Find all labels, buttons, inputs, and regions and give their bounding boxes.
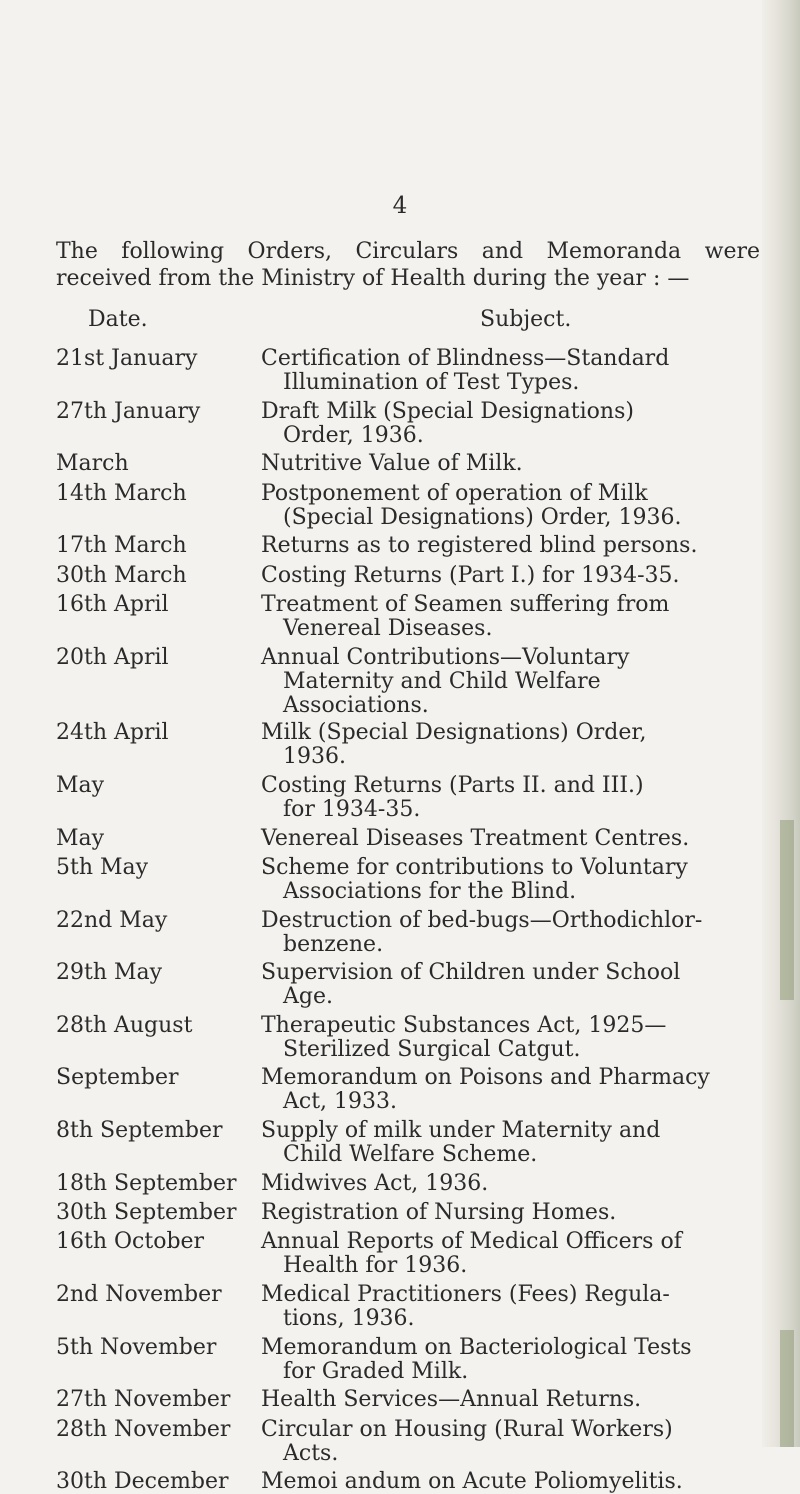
order-subject xyxy=(261,593,760,641)
order-date: 28th November xyxy=(56,1416,231,1442)
order-subject xyxy=(261,1470,760,1494)
order-date: 14th March xyxy=(56,480,187,506)
order-date: 20th April xyxy=(56,644,169,670)
subject-line: Returns as to registered blind persons. xyxy=(261,533,698,559)
subject-line: Venereal Diseases. xyxy=(283,616,493,641)
order-subject xyxy=(261,1230,760,1278)
subject-line: Order, 1936. xyxy=(283,422,424,448)
order-subject xyxy=(261,774,760,822)
order-subject xyxy=(261,1418,760,1466)
subject-line: Age. xyxy=(283,984,333,1010)
subject-line: 1936. xyxy=(283,744,346,770)
order-date: 2nd November xyxy=(56,1282,222,1307)
subject-line: Destruction of bed-bugs—Orthodichlor- xyxy=(261,907,703,933)
subject-line: Associations for the Blind. xyxy=(283,879,577,904)
subject-line: Health Services—Annual Returns. xyxy=(261,1387,642,1413)
order-subject xyxy=(261,1336,760,1384)
order-date: 16th October xyxy=(56,1229,205,1255)
order-date: May xyxy=(56,773,105,798)
order-date: 5th May xyxy=(56,855,149,880)
order-date: September xyxy=(56,1065,179,1091)
order-subject xyxy=(261,347,760,395)
order-subject xyxy=(261,909,760,957)
subject-line: Annual Contributions—Voluntary xyxy=(261,644,630,670)
order-date: March xyxy=(56,451,129,477)
subject-line: Maternity and Child Welfare xyxy=(283,668,601,694)
subject-line: Supply of milk under Maternity and xyxy=(261,1118,661,1143)
order-date: 30th December xyxy=(56,1469,229,1494)
subject-line: Nutritive Value of Milk. xyxy=(261,451,523,477)
subject-line: Associations. xyxy=(283,692,429,718)
subject-line: Child Welfare Scheme. xyxy=(283,1142,538,1167)
order-subject xyxy=(261,482,760,530)
subject-line: Sterilized Surgical Catgut. xyxy=(283,1036,581,1062)
subject-line: Illumination of Test Types. xyxy=(283,370,580,395)
subject-line: Draft Milk (Special Designations) xyxy=(261,398,634,424)
subject-line: Health for 1936. xyxy=(283,1253,468,1279)
order-date: 27th November xyxy=(56,1387,231,1413)
order-subject xyxy=(261,452,760,476)
subject-line: Venereal Diseases Treatment Centres. xyxy=(261,825,690,851)
order-date: 17th March xyxy=(56,533,187,559)
subject-line: Scheme for contributions to Voluntary xyxy=(261,855,688,880)
order-date: 21st January xyxy=(56,346,198,371)
subject-line: for 1934-35. xyxy=(283,797,421,822)
order-date: 29th May xyxy=(56,960,163,986)
order-subject xyxy=(261,856,760,904)
order-subject xyxy=(261,1172,760,1196)
order-date: 16th April xyxy=(56,592,169,617)
subject-line: Act, 1933. xyxy=(283,1089,398,1115)
order-subject xyxy=(261,1388,760,1412)
subject-line: Circular on Housing (Rural Workers) xyxy=(261,1416,673,1442)
subject-line: Treatment of Seamen suffering from xyxy=(261,592,670,617)
order-date: 22nd May xyxy=(56,907,168,933)
intro-paragraph: The following Orders, Circulars and Memoranda were received from the Ministry of Health during the year : — xyxy=(56,239,760,291)
order-date: May xyxy=(56,825,105,851)
order-subject xyxy=(261,721,760,769)
order-subject xyxy=(261,1014,760,1062)
order-date: 5th November xyxy=(56,1334,217,1360)
subject-line: Midwives Act, 1936. xyxy=(261,1170,489,1196)
order-date: 28th August xyxy=(56,1012,193,1038)
subject-line: tions, 1936. xyxy=(283,1306,415,1331)
order-subject xyxy=(261,1066,760,1114)
order-date: 18th September xyxy=(56,1170,237,1196)
binding-stain xyxy=(780,820,794,1000)
subject-column-header: Subject. xyxy=(480,307,572,332)
order-subject xyxy=(261,1283,760,1331)
order-subject xyxy=(261,827,760,851)
subject-line: benzene. xyxy=(283,931,384,957)
order-date: 30th September xyxy=(56,1200,237,1225)
order-subject xyxy=(261,564,760,588)
subject-line: Costing Returns (Parts II. and III.) xyxy=(261,773,644,798)
subject-line: Therapeutic Substances Act, 1925— xyxy=(261,1012,667,1038)
order-subject xyxy=(261,534,760,558)
subject-line: (Special Designations) Order, 1936. xyxy=(283,504,682,530)
subject-line: Memorandum on Bacteriological Tests xyxy=(261,1334,692,1360)
order-subject xyxy=(261,646,760,718)
subject-line: Annual Reports of Medical Officers of xyxy=(261,1229,682,1255)
subject-line: Supervision of Children under School xyxy=(261,960,681,986)
order-subject xyxy=(261,400,760,448)
subject-line: Registration of Nursing Homes. xyxy=(261,1200,617,1225)
subject-line: Certification of Blindness—Standard xyxy=(261,346,670,371)
subject-line: for Graded Milk. xyxy=(283,1358,469,1384)
subject-line: Milk (Special Designations) Order, xyxy=(261,720,647,746)
order-date: 8th September xyxy=(56,1118,223,1143)
subject-line: Medical Practitioners (Fees) Regula- xyxy=(261,1282,670,1307)
subject-line: Memorandum on Poisons and Pharmacy xyxy=(261,1065,710,1091)
subject-line: Acts. xyxy=(283,1440,339,1466)
binding-stain xyxy=(780,1330,794,1447)
page-number: 4 xyxy=(392,193,408,219)
order-subject xyxy=(261,1201,760,1225)
order-date: 30th March xyxy=(56,562,187,588)
order-date: 24th April xyxy=(56,720,169,746)
order-subject xyxy=(261,961,760,1009)
subject-line: Postponement of operation of Milk xyxy=(261,480,648,506)
order-date: 27th January xyxy=(56,398,201,424)
subject-line: Costing Returns (Part I.) for 1934-35. xyxy=(261,562,680,588)
subject-line: Memoi andum on Acute Poliomyelitis. xyxy=(261,1469,683,1494)
date-column-header: Date. xyxy=(88,307,148,332)
order-subject xyxy=(261,1119,760,1167)
